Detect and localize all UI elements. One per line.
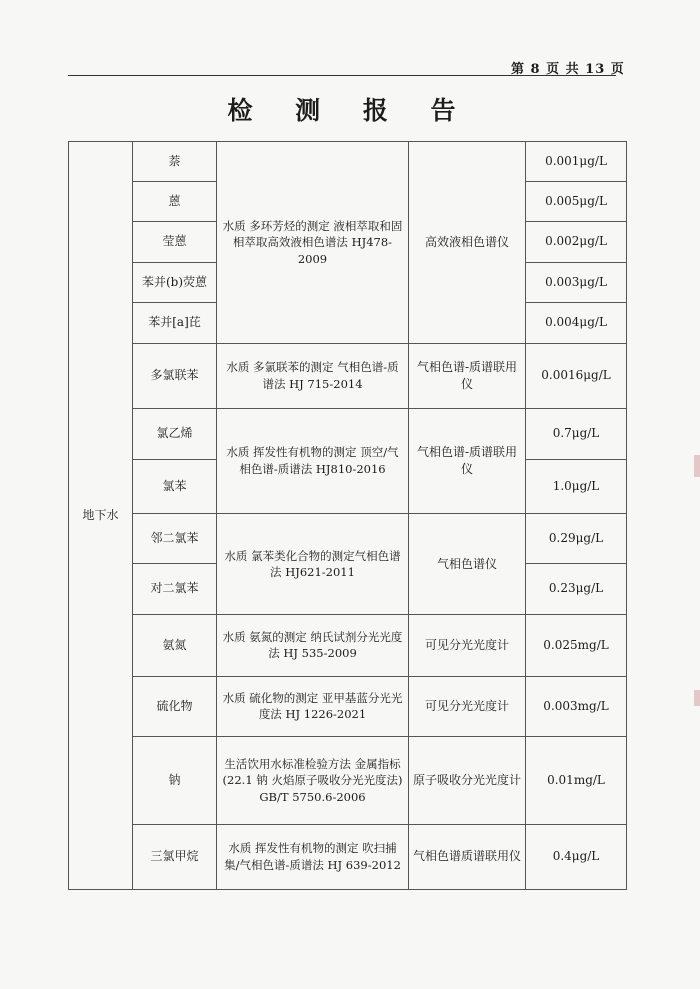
header-divider <box>68 75 616 76</box>
item-cell: 硫化物 <box>133 676 217 737</box>
limit-cell: 0.005μg/L <box>526 182 627 222</box>
instrument-cell: 原子吸收分光光度计 <box>409 737 526 825</box>
limit-cell: 0.29μg/L <box>526 514 627 563</box>
method-cell: 水质 挥发性有机物的测定 吹扫捕集/气相色谱-质谱法 HJ 639-2012 <box>217 825 409 890</box>
item-cell: 苯并(b)荧蒽 <box>133 263 217 303</box>
item-cell: 氨氮 <box>133 614 217 676</box>
scan-edge-mark <box>694 455 700 477</box>
table-row <box>69 142 627 182</box>
item-cell: 邻二氯苯 <box>133 514 217 563</box>
item-cell: 钠 <box>133 737 217 825</box>
item-cell: 对二氯苯 <box>133 563 217 614</box>
method-cell: 水质 硫化物的测定 亚甲基蓝分光光度法 HJ 1226-2021 <box>217 676 409 737</box>
item-cell: 萘 <box>133 142 217 182</box>
instrument-cell: 气相色谱质谱联用仪 <box>409 825 526 890</box>
method-cell: 水质 挥发性有机物的测定 顶空/气相色谱-质谱法 HJ810-2016 <box>217 408 409 514</box>
limit-cell: 0.025mg/L <box>526 614 627 676</box>
item-cell: 多氯联苯 <box>133 344 217 409</box>
limit-cell: 0.0016μg/L <box>526 344 627 409</box>
table-row <box>69 344 627 409</box>
method-cell: 水质 氯苯类化合物的测定气相色谱法 HJ621-2011 <box>217 514 409 615</box>
item-cell: 苯并[a]芘 <box>133 303 217 344</box>
item-cell: 氯苯 <box>133 460 217 514</box>
limit-cell: 0.001μg/L <box>526 142 627 182</box>
limit-cell: 0.23μg/L <box>526 563 627 614</box>
table-row <box>69 614 627 676</box>
table-row <box>69 676 627 737</box>
limit-cell: 0.7μg/L <box>526 408 627 459</box>
method-cell: 水质 氨氮的测定 纳氏试剂分光光度法 HJ 535-2009 <box>217 614 409 676</box>
instrument-cell: 气相色谱仪 <box>409 514 526 615</box>
limit-cell: 1.0μg/L <box>526 460 627 514</box>
report-title: 检 测 报 告 <box>227 96 473 125</box>
sample-type-cell: 地下水 <box>69 142 133 890</box>
instrument-cell: 可见分光光度计 <box>409 614 526 676</box>
limit-cell: 0.002μg/L <box>526 222 627 263</box>
limit-cell: 0.003μg/L <box>526 263 627 303</box>
method-cell: 水质 多环芳烃的测定 液相萃取和固相萃取高效液相色谱法 HJ478-2009 <box>217 142 409 344</box>
page-number: 第 8 页 共 13 页 <box>511 62 625 77</box>
item-cell: 氯乙烯 <box>133 408 217 459</box>
instrument-cell: 高效液相色谱仪 <box>409 142 526 344</box>
item-cell: 蒽 <box>133 182 217 222</box>
table-row <box>69 514 627 563</box>
method-cell: 生活饮用水标准检验方法 金属指标(22.1 钠 火焰原子吸收分光光度法) GB/T 5750.6-2006 <box>217 737 409 825</box>
table-row <box>69 737 627 825</box>
scan-edge-mark <box>694 690 700 706</box>
item-cell: 三氯甲烷 <box>133 825 217 890</box>
limit-cell: 0.003mg/L <box>526 676 627 737</box>
instrument-cell: 气相色谱-质谱联用仪 <box>409 344 526 409</box>
limit-cell: 0.01mg/L <box>526 737 627 825</box>
method-cell: 水质 多氯联苯的测定 气相色谱-质谱法 HJ 715-2014 <box>217 344 409 409</box>
table-row <box>69 408 627 459</box>
detection-table <box>68 141 627 890</box>
limit-cell: 0.4μg/L <box>526 825 627 890</box>
item-cell: 莹蒽 <box>133 222 217 263</box>
instrument-cell: 可见分光光度计 <box>409 676 526 737</box>
limit-cell: 0.004μg/L <box>526 303 627 344</box>
table-row <box>69 825 627 890</box>
instrument-cell: 气相色谱-质谱联用仪 <box>409 408 526 514</box>
